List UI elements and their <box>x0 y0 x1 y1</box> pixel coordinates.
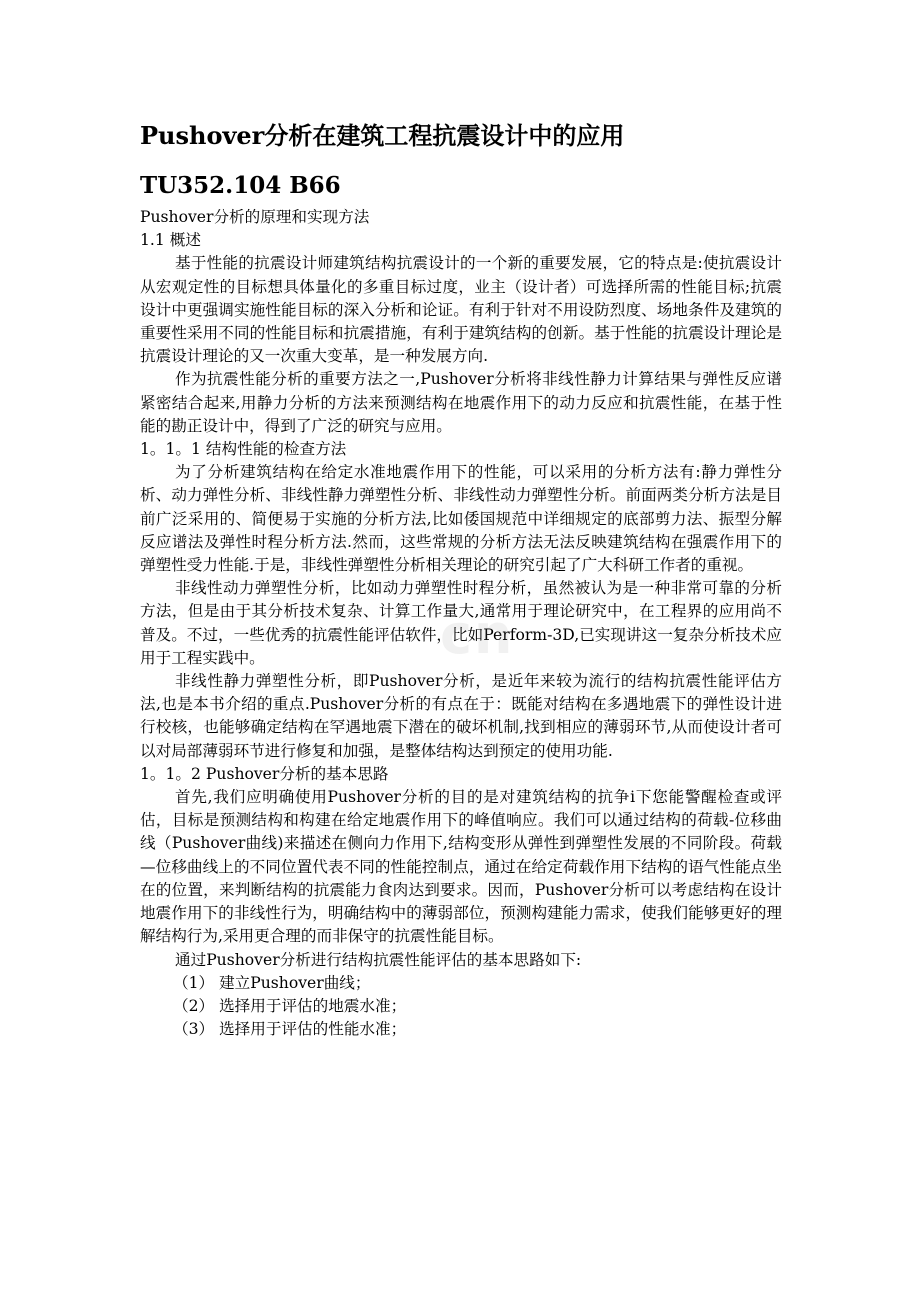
subsection-heading-1-1-2: 1。1。2 Pushover分析的基本思路 <box>140 764 389 783</box>
paragraph: 通过Pushover分析进行结构抗震性能评估的基本思路如下: <box>175 950 582 969</box>
paragraph: 首先,我们应明确使用Pushover分析的目的是对建筑结构的抗争i下您能警醒检查或评估，目标是预测结构和构建在给定地震作用下的峰值响应。我们可以通过结构的荷载-位移曲线（Pushover曲线)来描述在侧向力作用下,结构变形从弹性到弹塑性发展的不同阶段。荷载—位移曲线上的不同位置代表不同的性能控制点，通过在给定荷载作用下结构的语气性能点坐在的位置，来判断结构的抗震能力食肉达到要求。因而，Pushover分析可以考虑结构在设计地震作用下的非线性行为，明确结构中的薄弱部位，预测构建能力需求，使我们能够更好的理解结构行为,采用更合理的而非保守的抗震性能目标。 <box>140 788 782 946</box>
paragraph: 为了分析建筑结构在给定水准地震作用下的性能，可以采用的分析方法有:静力弹性分析、动力弹性分析、非线性静力弹塑性分析、非线性动力弹塑性分析。前面两类分析方法是目前广泛采用的、简便易于实施的分析方法,比如倭国规范中详细规定的底部剪力法、振型分解反应谱法及弹性时程分析方法.然而，这些常规的分析方法无法反映建筑结构在强震作用下的弹塑性受力性能.于是，非线性弹塑性分析相关理论的研究引起了广大科研工作者的重视。 <box>140 463 782 575</box>
classification-code: TU352.104 B66 <box>140 172 341 199</box>
paragraph: 作为抗震性能分析的重要方法之一,Pushover分析将非线性静力计算结果与弹性反应谱紧密结合起来,用静力分析的方法来预测结构在地震作用下的动力反应和抗震性能，在基于性能的勘正设计中，得到了广泛的研究与应用。 <box>140 370 782 435</box>
subsection-heading-1-1-1: 1。1。1 结构性能的检查方法 <box>140 440 347 459</box>
list-item: （2） 选择用于评估的地震水准； <box>173 996 407 1015</box>
paragraph: 非线性动力弹塑性分析，比如动力弹塑性时程分析，虽然被认为是一种非常可靠的分析方法，但是由于其分析技术复杂、计算工作量大,通常用于理论研究中，在工程界的应用尚不普及。不过，一些优秀的抗震性能评估软件，比如Perform-3D,已实现讲这一复杂分析技术应用于工程实践中。 <box>140 579 782 667</box>
section-heading: Pushover分析的原理和实现方法 <box>140 208 370 226</box>
subsection-heading-1-1: 1.1 概述 <box>140 231 201 250</box>
paragraph: 非线性静力弹塑性分析，即Pushover分析，是近年来较为流行的结构抗震性能评估方法,也是本书介绍的重点.Pushover分析的有点在于：既能对结构在多遇地震下的弹性设计进行校核，也能够确定结构在罕遇地震下潜在的破坏机制,找到相应的薄弱环节,从而使设计者可以对局部薄弱环节进行修复和加强，是整体结构达到预定的使用功能. <box>140 672 782 760</box>
paragraph: 基于性能的抗震设计师建筑结构抗震设计的一个新的重要发展，它的特点是:使抗震设计从宏观定性的目标想具体量化的多重目标过度，业主（设计者）可选择所需的性能目标;抗震设计中更强调实施性能目标的深入分析和论证。有利于针对不用设防烈度、场地条件及建筑的重要性采用不同的性能目标和抗震措施，有利于建筑结构的创新。基于性能的抗震设计理论是抗震设计理论的又一次重大变革，是一种发展方向. <box>140 254 782 366</box>
document-title: Pushover分析在建筑工程抗震设计中的应用 <box>140 121 625 150</box>
list-item: （3） 选择用于评估的性能水准； <box>173 1020 407 1039</box>
watermark: cn <box>440 603 515 666</box>
document-body <box>140 206 782 1041</box>
list-item: （1） 建立Pushover曲线； <box>173 973 371 992</box>
